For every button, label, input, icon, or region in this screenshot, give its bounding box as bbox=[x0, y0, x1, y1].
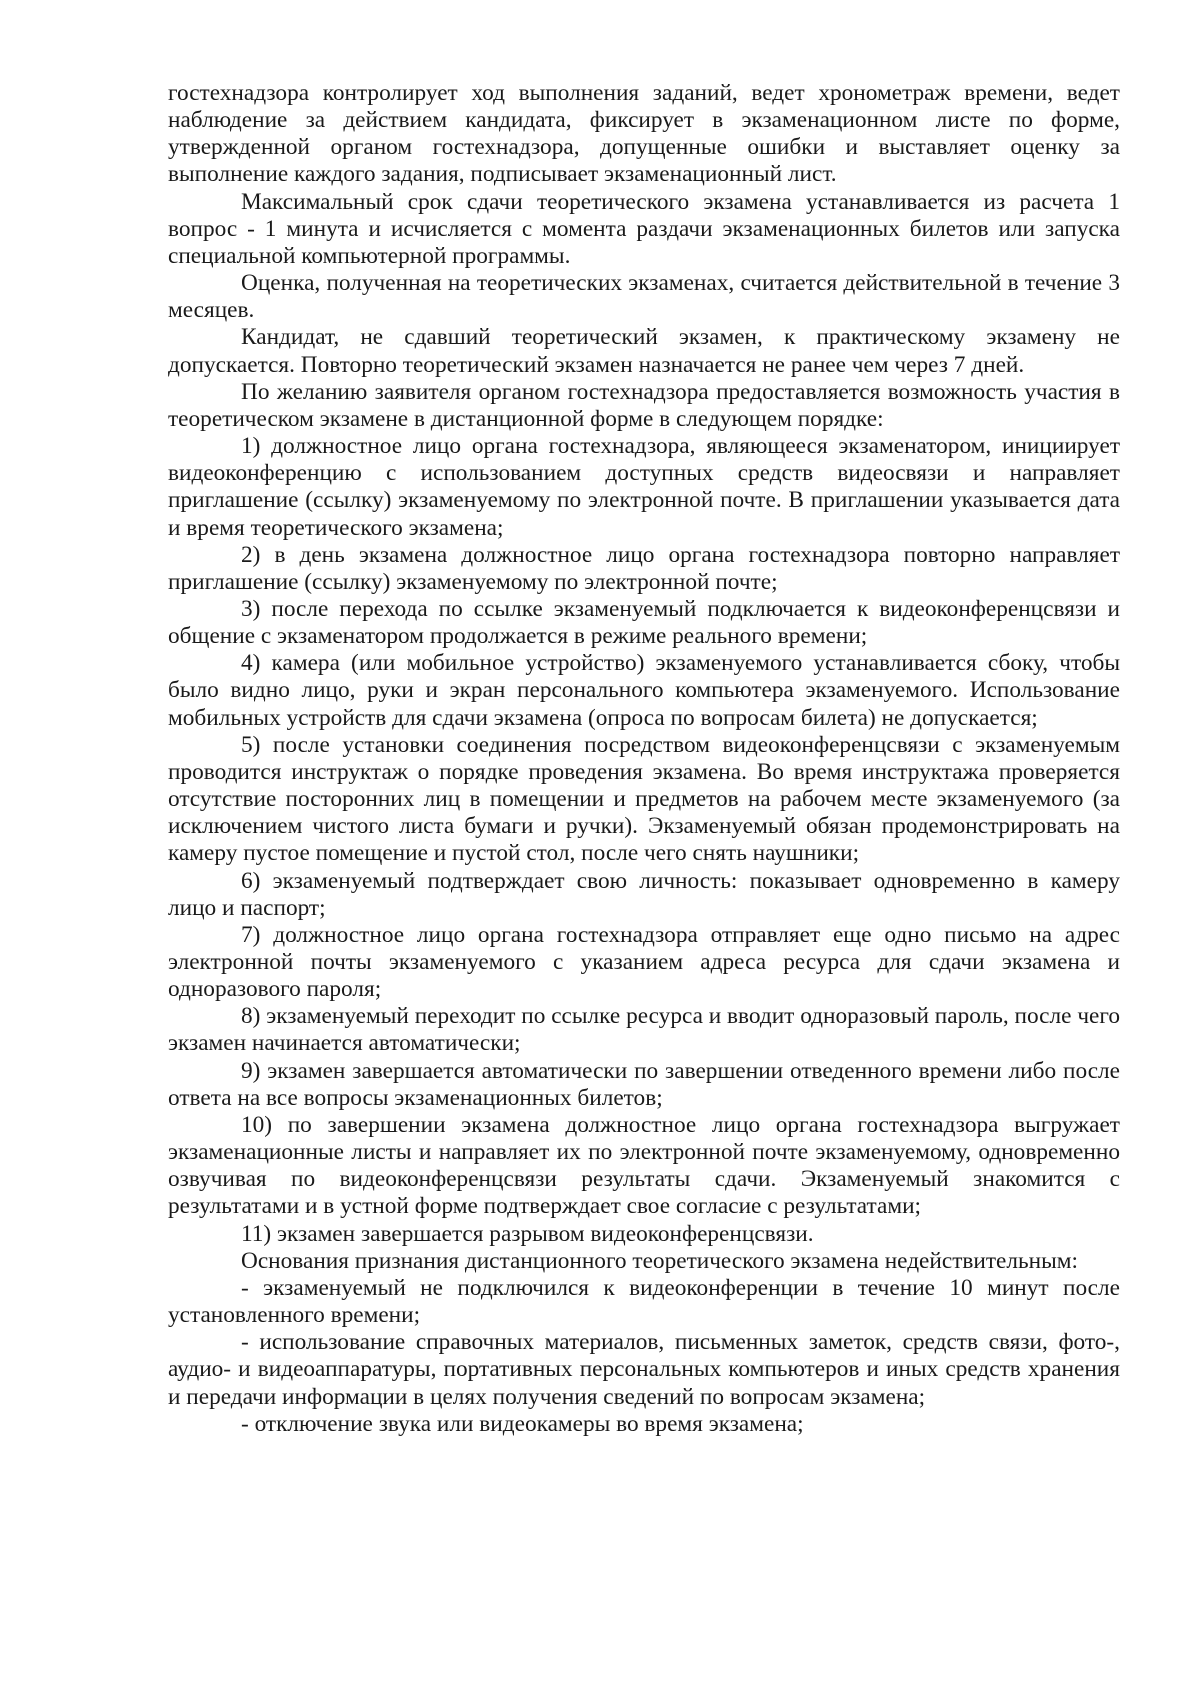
paragraph-3: Оценка, полученная на теоретических экзаменах, считается действительной в течение 3 месяцев. bbox=[168, 270, 1120, 324]
dash-item-1: - экзаменуемый не подключился к видеоконференции в течение 10 минут после установленного времени; bbox=[168, 1274, 1120, 1329]
document-body bbox=[168, 80, 1120, 1438]
paragraph-4: Кандидат, не сдавший теоретический экзамен, к практическому экзамену не допускается. Повторно теоретический экзамен назначается не ранее чем через 7 дней. bbox=[168, 324, 1120, 378]
list-item-4: 4) камера (или мобильное устройство) экзаменуемого устанавливается сбоку, чтобы было видно лицо, руки и экран персонального компьютера экзаменуемого. Использование мобильных устройств для сдачи экзамена (опроса по вопросам билета) не допускается; bbox=[168, 650, 1120, 731]
list-item-2: 2) в день экзамена должностное лицо органа гостехнадзора повторно направляет приглашение (ссылку) экзаменуемому по электронной почте; bbox=[168, 541, 1120, 595]
list-item-7: 7) должностное лицо органа гостехнадзора отправляет еще одно письмо на адрес электронной почты экзаменуемого с указанием адреса ресурса для сдачи экзамена и одноразового пароля; bbox=[168, 921, 1120, 1003]
dash-item-3: - отключение звука или видеокамеры во время экзамена; bbox=[241, 1410, 804, 1437]
paragraph-5: По желанию заявителя органом гостехнадзора предоставляется возможность участия в теоретическом экзамене в дистанционной форме в следующем порядке: bbox=[168, 378, 1120, 432]
grounds-heading-paragraph: Основания признания дистанционного теоретического экзамена недействительным: bbox=[241, 1247, 1078, 1274]
list-item-11: 11) экзамен завершается разрывом видеоконференцсвязи. bbox=[241, 1220, 814, 1247]
dash-item-2: - использование справочных материалов, письменных заметок, средств связи, фото-, аудио- и видеоаппаратуры, портативных персональных компьютеров и иных средств хранения и передачи информации в целях получения сведений по вопросам экзамена; bbox=[168, 1329, 1120, 1410]
list-item-3: 3) после перехода по ссылке экзаменуемый подключается к видеоконференцсвязи и общение с экзаменатором продолжается в режиме реального времени; bbox=[168, 595, 1120, 650]
paragraph-2: Максимальный срок сдачи теоретического экзамена устанавливается из расчета 1 вопрос - 1 минута и исчисляется с момента раздачи экзаменационных билетов или запуска специальной компьютерной программы. bbox=[168, 188, 1120, 269]
list-item-9: 9) экзамен завершается автоматически по завершении отведенного времени либо после ответа на все вопросы экзаменационных билетов; bbox=[168, 1057, 1120, 1111]
list-item-1: 1) должностное лицо органа гостехнадзора, являющееся экзаменатором, инициирует видеоконференцию с использованием доступных средств видеосвязи и направляет приглашение (ссылку) экзаменуемому по электронной почте. В приглашении указывается дата и время теоретического экзамена; bbox=[168, 433, 1120, 541]
list-item-6: 6) экзаменуемый подтверждает свою личность: показывает одновременно в камеру лицо и паспорт; bbox=[168, 867, 1120, 921]
paragraph-1: гостехнадзора контролирует ход выполнения заданий, ведет хронометраж времени, ведет наблюдение за действием кандидата, фиксирует в экзаменационном листе по форме, утвержденной органом гостехнадзора, допущенные ошибки и выставляет оценку за выполнение каждого задания, подписывает экзаменационный лист. bbox=[168, 80, 1120, 188]
list-item-8: 8) экзаменуемый переходит по ссылке ресурса и вводит одноразовый пароль, после чего экзамен начинается автоматически; bbox=[168, 1003, 1120, 1057]
list-item-5: 5) после установки соединения посредством видеоконференцсвязи с экзаменуемым проводится инструктаж о порядке проведения экзамена. Во время инструктажа проверяется отсутствие посторонних лиц в помещении и предметов на рабочем месте экзаменуемого (за исключением чистого листа бумаги и ручки). Экзаменуемый обязан продемонстрировать на камеру пустое помещение и пустой стол, после чего снять наушники; bbox=[168, 731, 1120, 867]
list-item-10: 10) по завершении экзамена должностное лицо органа гостехнадзора выгружает экзаменационные листы и направляет их по электронной почте экзаменуемому, одновременно озвучивая по видеоконференцсвязи результаты сдачи. Экзаменуемый знакомится с результатами и в устной форме подтверждает свое согласие с результатами; bbox=[168, 1111, 1120, 1220]
